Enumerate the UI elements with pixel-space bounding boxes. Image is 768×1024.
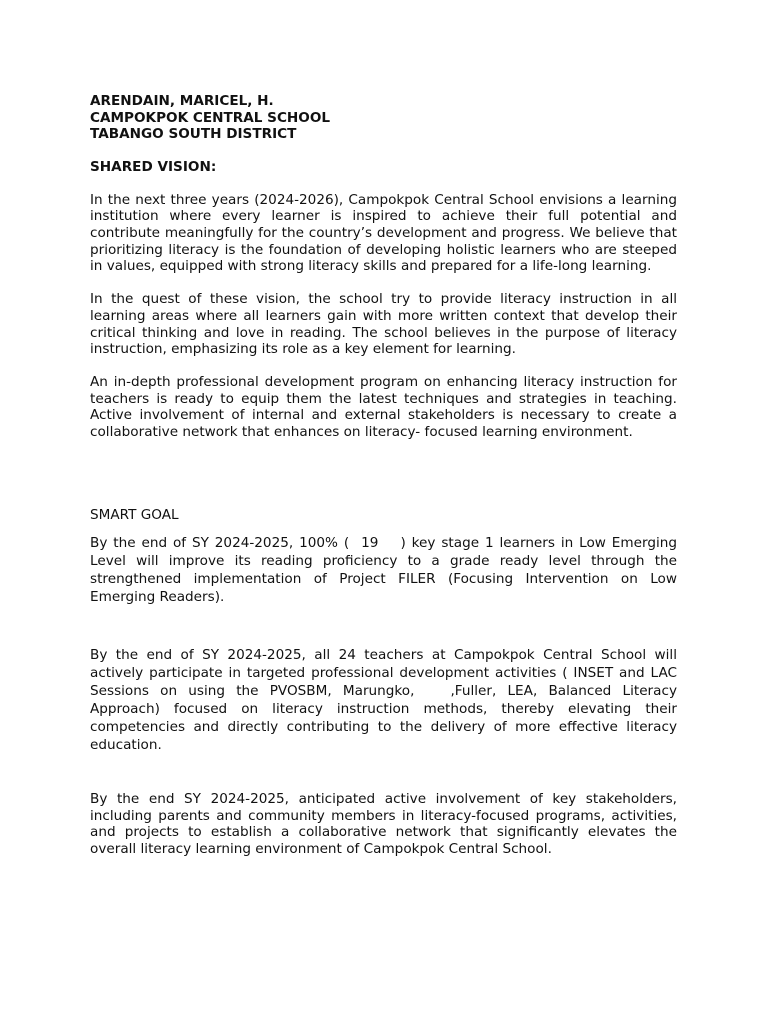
goal-1-text-start: By the end of SY 2024-2025, 100% (	[90, 535, 350, 552]
author-header	[90, 93, 677, 143]
vision-paragraph-3: An in-depth professional development program on enhancing literacy instruction for teachers is ready to equip them the latest techniques and strategies in teaching. Active involvement of internal and external stakeholders is necessary to create a collaborative network that enhances on literacy- focused learning environment.	[90, 374, 677, 440]
smart-goal-2	[90, 646, 677, 754]
smart-goal-3: By the end SY 2024-2025, anticipated active involvement of key stakeholders, including parents and community members in literacy-focused programs, activities, and projects to establish a collaborative network that significantly elevates the overall literacy learning environment of Campokpok Central School.	[90, 791, 677, 857]
document-page	[90, 93, 677, 858]
district-name: TABANGO SOUTH DISTRICT	[90, 126, 297, 143]
smart-goal-1	[90, 534, 677, 606]
vision-paragraph-2: In the quest of these vision, the school try to provide literacy instruction in all learning areas where all learners gain with more written context that develop their critical thinking and love in reading. The school believes in the purpose of literacy instruction, emphasizing its role as a key element for learning.	[90, 291, 677, 358]
author-name: ARENDAIN, MARICEL, H.	[90, 93, 274, 109]
goal-2-text-start: By the end of SY 2024-2025, all 24 teachers at Campokpok Central School will actively participate in targeted professional development activities ( INSET and LAC Sessions on using the PVOSBM, Marungko,	[90, 647, 677, 700]
school-name: CAMPOKPOK CENTRAL SCHOOL	[90, 109, 331, 126]
vision-heading: SHARED VISION:	[90, 158, 217, 175]
goal-1-learner-count: 19	[361, 535, 379, 552]
goal-2-text-end: ,Fuller, LEA, Balanced Literacy Approach) focused on literacy instruction methods, thereby elevating their competencies and directly contributing to the delivery of more effective literacy education.	[90, 683, 677, 754]
smart-goal-heading: SMART GOAL	[90, 506, 179, 523]
vision-paragraph-1: In the next three years (2024-2026), Campokpok Central School envisions a learning institution where every learner is inspired to achieve their full potential and contribute meaningfully for the country’s development and progress. We believe that prioritizing literacy is the foundation of developing holistic learners who are steeped in values, equipped with strong literacy skills and prepared for a life-long learning.	[90, 191, 677, 275]
goal-1-text-end: ) key stage 1 learners in Low Emerging Level will improve its reading proficiency to a grade ready level through the strengthened implementation of Project FILER (Focusing Intervention on Low Emerging Readers).	[90, 535, 677, 606]
